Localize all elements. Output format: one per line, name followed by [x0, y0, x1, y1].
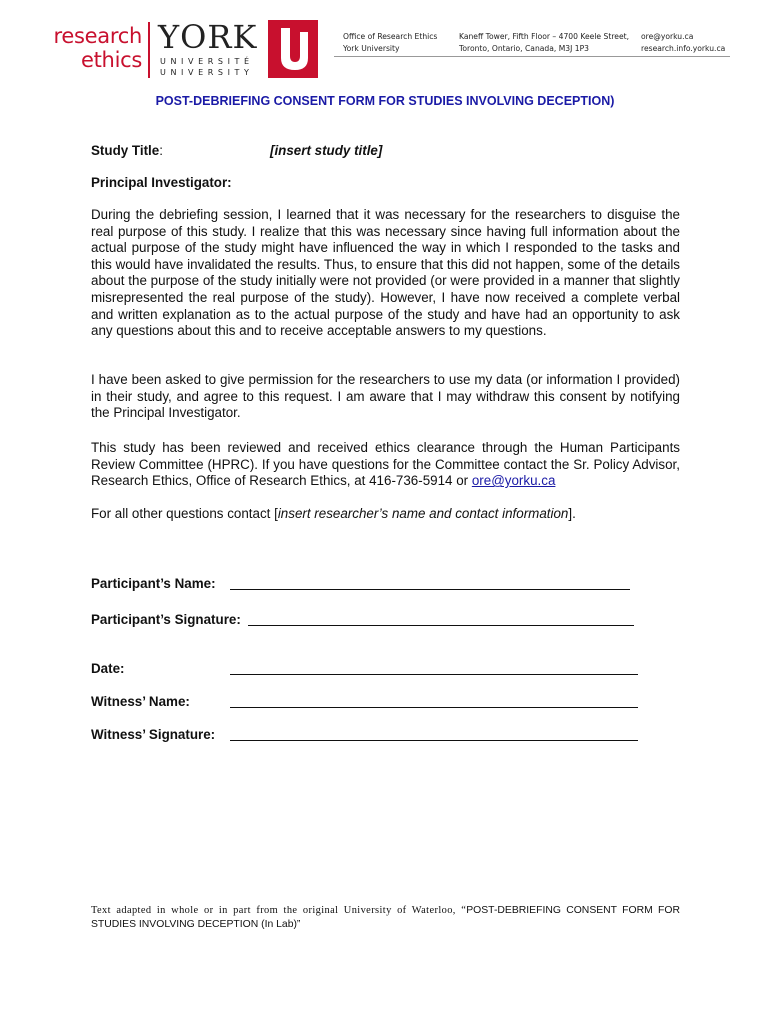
footer-attribution [91, 904, 680, 932]
office-info [343, 31, 437, 55]
header-rule [334, 56, 730, 57]
york-wordmark: YORK [158, 18, 258, 56]
form-title: POST-DEBRIEFING CONSENT FORM FOR STUDIES INVOLVING DECEPTION) [155, 94, 615, 108]
office-line-2: York University [343, 44, 400, 53]
witness-signature-line[interactable] [230, 740, 638, 741]
logo-research-word: research [53, 24, 142, 48]
date-label: Date: [91, 661, 125, 676]
contact-email: ore@yorku.ca [641, 32, 694, 41]
address-info [459, 31, 629, 55]
principal-investigator-label: Principal Investigator: [91, 175, 232, 190]
address-line-1: Kaneff Tower, Fifth Floor – 4700 Keele Street, [459, 32, 630, 41]
witness-signature-label: Witness’ Signature: [91, 727, 216, 742]
research-ethics-logo [50, 24, 142, 72]
participant-signature-line[interactable] [248, 625, 634, 626]
participant-signature-label: Participant’s Signature: [91, 612, 241, 627]
witness-name-line[interactable] [230, 707, 638, 708]
address-line-2: Toronto, Ontario, Canada, M3J 1P3 [459, 44, 589, 53]
other-questions-suffix: ]. [568, 506, 576, 521]
ethics-clearance-paragraph [91, 440, 680, 490]
researcher-contact-placeholder: insert researcher’s name and contact information [277, 506, 569, 521]
logo-universite: UNIVERSITÉ [160, 57, 254, 66]
other-questions-prefix: For all other questions contact [ [91, 506, 278, 521]
contact-website: research.info.yorku.ca [641, 44, 726, 53]
footer-attribution-sans: POST-DEBRIEFING CONSENT FORM FOR STUDIES INVOLVING DECEPTION (In Lab)” [91, 905, 680, 930]
permission-paragraph: I have been asked to give permission for the researchers to use my data (or information I provided) in their study, and agree to this request. I am aware that I may withdraw this consent by notifying the Principal Investigator. [91, 372, 680, 421]
contact-info [641, 31, 725, 55]
other-questions-paragraph [91, 506, 680, 523]
logo-divider [148, 22, 150, 78]
study-title-colon: : [159, 143, 163, 158]
york-u-logo-icon [268, 20, 318, 78]
letterhead [0, 0, 770, 92]
witness-name-label: Witness’ Name: [91, 694, 190, 709]
footer-attribution-serif: Text adapted in whole or in part from the original University of Waterloo, “ [91, 905, 467, 916]
logo-ethics-word: ethics [81, 48, 142, 72]
study-title-value: [insert study title] [270, 143, 383, 158]
debriefing-paragraph: During the debriefing session, I learned that it was necessary for the researchers to disguise the real purpose of this study. I realize that this was necessary since having full information about the actual purpose of the study might have influenced the way in which I responded to the tasks and this would have invalidated the results. Thus, to ensure that this did not happen, some of the details about the purpose of the study initially were not provided (or were provided in a manner that slightly misrepresented the real purpose of the study). However, I have now received a complete verbal and written explanation as to the actual purpose of the study and have had an opportunity to ask any questions about this and to receive acceptable answers to my questions. [91, 207, 680, 339]
participant-name-label: Participant’s Name: [91, 576, 216, 591]
study-title-label: Study Title [91, 143, 160, 158]
office-line-1: Office of Research Ethics [343, 32, 438, 41]
study-title-label-row [91, 142, 163, 159]
participant-name-line[interactable] [230, 589, 630, 590]
logo-university: UNIVERSITY [160, 68, 254, 77]
ethics-clearance-text: This study has been reviewed and received ethics clearance through the Human Participants Review Committee (HPRC). If you have questions for the Committee contact the Sr. Policy Advisor, Research Ethics, Office of Research Ethics, at 416-736-5914 or [91, 440, 680, 489]
date-line[interactable] [230, 674, 638, 675]
ore-email-link[interactable]: ore@yorku.ca [471, 473, 556, 489]
